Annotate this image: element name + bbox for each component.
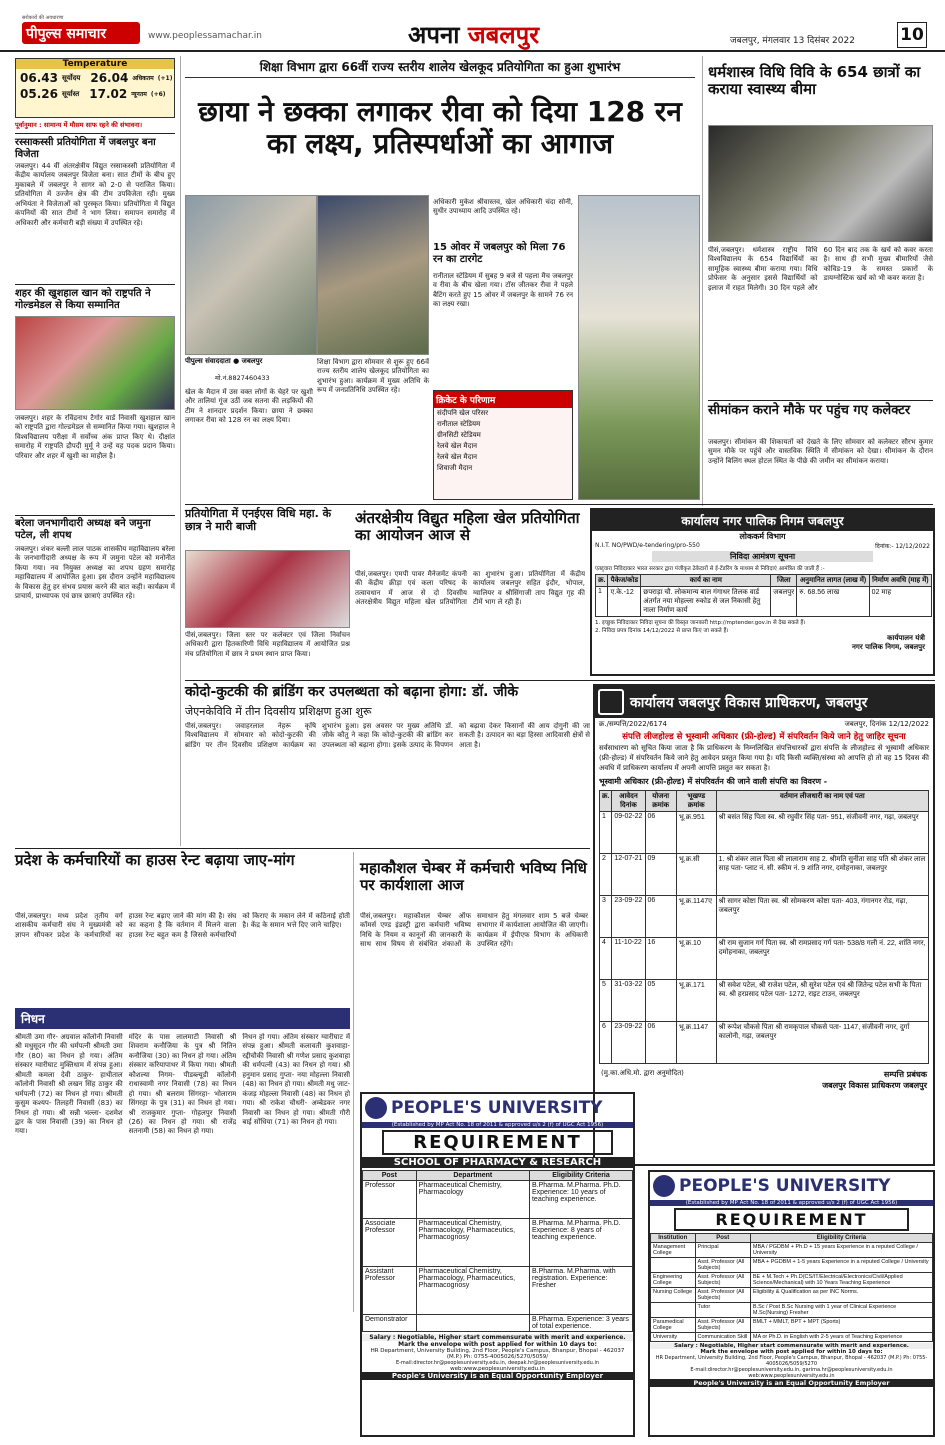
ad2-equal-opportunity: People's University is an Equal Opportunity Employer [650, 1379, 933, 1387]
weather-forecast: पूर्वानुमान : सामान्य में मौसम साफ रहने की संभावना। [15, 121, 143, 129]
headline-collector: सीमांकन कराने मौके पर पहुंच गए कलेक्टर [708, 403, 911, 418]
notice1-intro: एतद्द्वारा निविदाकार भारत सरकार द्वारा पंजीकृत ठेकेदारों से ई-टेंडरिंग के माध्यम से निविदाएं आमंत्रित की जाती हैं :- [595, 566, 825, 572]
ad1-uni: PEOPLE'S UNIVERSITY [391, 1098, 603, 1118]
brand-name: पीपुल्स समाचार [26, 26, 107, 42]
notice2-sign: सम्पत्ति प्रबंधक [883, 1070, 927, 1080]
weather-row-2: 05.26 सूर्यास्त 17.02 न्यूनतम (+6) [20, 87, 166, 101]
ad1-est: (Established by MP Act No. 18 of 2011 & approved u/s 2 (f) of UGC Act 1956) [362, 1122, 633, 1128]
ad2-web[interactable]: web:www.peoplesuniversity.edu.in [748, 1373, 835, 1379]
obituary-title: निधन [15, 1008, 350, 1029]
table-row: Asst. Professor (All Subjects) MBA + PGDBM + 1-5 years Experience in a reputed College / University [651, 1258, 933, 1273]
notice-jda [593, 684, 935, 1166]
section-prefix: अपना [408, 21, 460, 49]
notice-nagar-nigam [590, 508, 935, 676]
obituary-col-2: मंदिर के पास लालमाटी निवासी श्री शिवराम कनौजिया के पुत्र श्री नितिन कनौजिया (30) का निधन हो गया। अंतिम संस्कार करियापाथर में किया गया। श्रीमती कौशल्या निगम- पीडब्ल्यूडी कॉलोनी राधास्वामी नगर निवासी (78) का निधन हो गया। श्री बलराम सिंगरहा- भोलाराम सिंगरहा के पुत्र (31) का निधन हो गया। श्री राजकुमार गुप्ता- गोहलपुर निवासी (26) का निधन हो गया। श्री राजेंद्र सतनामी (58) का निधन हो गया। [128, 1033, 237, 1136]
story-chamber: पीसं,जबलपुर। महाकौशल चेम्बर ऑफ कॉमर्स एण्ड इंडस्ट्री द्वारा कर्मचारी भविष्य निधि के नियम व कानूनों की जानकारी के साथ साथ विषय से संबंधित शंकाओं के समाधान हेतु मंगलवार शाम 5 बजे चेम्बर सभागार में कार्यशाला आयोजित की जाएगी। कार्यक्रम में ईपीएफ विभाग के अधिकारी उपस्थित रहेंगे। [360, 912, 588, 949]
notice1-foot-1: 1. इच्छुक निविदाकार निविदा सूचना की विस्तृत जानकारी http://mptender.gov.in से देख सकते हैं। [595, 620, 806, 626]
ad1-salary: Salary : Negotiable, Higher start commensurate with merit and experience. [362, 1334, 633, 1341]
obituary-col-1: श्रीमती उमा गौर- अग्रवाल कॉलोनी निवासी श्री मधुसूदन गौर की धर्मपत्नी श्रीमती उमा गौर (80) का निधन हो गया। अंतिम संस्कार ग्वारीघाट मुक्तिधाम में संपन्न हुआ। श्रीमती कमला देवी ठाकुर- हाथीताल कॉलोनी निवासी श्री लखन सिंह ठाकुर की धर्मपत्नी (72) का निधन हो गया। श्रीमती कुसुम कश्यप- तिलहरी निवासी (83) का निधन हो गया। श्री सन्नी भल्ला- दशमेश द्वार के पास निवासी (39) का निधन हो गया। [15, 1033, 123, 1136]
brand-tag: सरोकारों की अवधारणा [22, 15, 64, 21]
ad1-table: Post Department Eligibility Criteria Professor Pharmaceutical Chemistry, Pharmacology B.Pharma. M.Pharma. Ph.D. Experience: 10 years of teaching experience. Associate Professor Pharmaceutical Chemistry, Pharmacology, Pharmaceutics, Pharmacognosy B.Pharma. M.Pharma. Ph.D. Experience: 8 years of teaching experience. Assistant Professor Pharmaceutical Chemistry, Pharmacology, Pharmaceutics, Pharmacognosy B.Pharma. M.Pharma. with registration. Experience: Fresher Demonstrator B.Pharma. Experience: 3 years of total experience. [362, 1170, 633, 1332]
headline-jamuna-patel: बरेला जनभागीदारी अध्यक्ष बने जमुना पटेल, ली शपथ [15, 518, 151, 541]
notice1-subtitle: निविदा आमंत्रण सूचना [652, 551, 873, 562]
table-row: 1 09-02-22 06 भू.क्र.951 श्री बसंत सिंह पिता स्व. श्री रघुवीर सिंह पता- 951, संजीवनी नगर, गढ़ा, जबलपुर [600, 812, 929, 854]
ad1-requirement: REQUIREMENT [382, 1130, 613, 1155]
notice1-sign-2: नगर पालिक निगम, जबलपुर [852, 643, 925, 651]
page-number: 10 [897, 22, 927, 48]
notice2-note: (मु.का.अधि.मो. द्वारा अनुमोदित) [601, 1069, 684, 1078]
photo-team [317, 195, 429, 355]
story-kodo-kutki: पीसं,जबलपुर। जवाहरलाल नेहरू कृषि विश्वविद्यालय में सोमवार को कोदो-कुटकी की ब्रांडिंग पर तीन दिवसीय प्रशिक्षण कार्यक्रम का शुभारंभ हुआ। इस अवसर पर मुख्य अतिथि डॉ. जीके कौतु ने कहा कि कोदो-कुटकी की ब्रांडिंग कर उपलब्धता को बढ़ाना होगा। इसके उत्पाद के विपणन को बढ़ावा देकर किसानों की आय दोगुनी की जा सकती है। उत्पादन का बड़ा हिस्सा आदिवासी क्षेत्रों से आता है। [185, 722, 590, 749]
headline-tugofwar: रस्साकस्सी प्रतियोगिता में जबलपुर बना विजेता [15, 137, 156, 160]
obituary-section [15, 1008, 350, 1308]
notice2-sign-2: जबलपुर विकास प्राधिकरण जबलपुर [822, 1081, 927, 1091]
ad1-equal-opportunity: People's University is an Equal Opportunity Employer [362, 1372, 633, 1380]
ad2-email[interactable]: E-mail:director.hr@peoplesuniversity.edu.in, garima.hr@peoplesuniversity.edu.in [690, 1367, 893, 1373]
cricket-result-2: रानीताल स्टेडियम [437, 420, 481, 428]
cricket-result-4: रेलवे खेल मैदान [437, 442, 478, 450]
story-house-rent: पीसं,जबलपुर। मध्य प्रदेश तृतीय वर्ग शासकीय कर्मचारी संघ ने मुख्यमंत्री को ज्ञापन सौंपकर प्रदेश के कर्मचारियों का हाउस रेन्ट बढ़ाए जाने की मांग की है। संघ का कहना है कि वर्तमान में मिलने वाला हाउस रेन्ट बहुत कम है जिससे कर्मचारियों को किराए के मकान लेने में कठिनाई होती है। केंद्र के समान भत्ते दिए जाने चाहिए। [15, 912, 350, 939]
story-insurance: पीसं,जबलपुर। धर्मशास्त्र राष्ट्रीय विधि विश्वविद्यालय के 654 विद्यार्थियों का सामूहिक स्वास्थ्य बीमा कराया गया। विधि प्रोफेसर के अनुसार इससे विद्यार्थियों को इलाज में राहत मिलेगी। 30 दिन पहले और 60 दिन बाद तक के खर्च को कवर करता है। साथ ही सभी मुख्य बीमारियों जैसे कोविड-19 के समस्त प्रकारों के डायग्नोस्टिक खर्च को भी कवर करता है। [708, 246, 933, 292]
masthead [0, 0, 945, 52]
issue-date: जबलपुर, मंगलवार 13 दिसंबर 2022 [730, 36, 855, 46]
table-row: 3 23-09-22 06 भू.क्र.1147ए श्री सागर कोष्टा पिता स्व. श्री सोमकरण कोष्टा पता- 403, गंगानगर रोड, गढ़ा, जबलपुर [600, 896, 929, 938]
headline-kodo-kutki: कोदो-कुटकी की ब्रांडिंग कर उपलब्धता को बढ़ाना होगा: डॉ. जीके [185, 684, 519, 700]
weather-title: Temperature [16, 59, 174, 69]
notice2-subtitle: संपत्ति लीजहोल्ड से भूस्वामी अधिकार (फ्री-होल्ड) में संपरिवर्तन किये जाने हेतु जाहिर सूचना [622, 732, 906, 742]
ad2-uni: PEOPLE'S UNIVERSITY [679, 1176, 891, 1196]
ad1-web[interactable]: web:www.peoplesuniversity.edu.in [450, 1366, 545, 1372]
section-city: जबलपुर [467, 21, 540, 49]
university-logo-icon [365, 1097, 387, 1119]
notice1-date: दिनांक:- 12/12/2022 [875, 543, 930, 550]
ad1-address: HR Department, University Building, 2nd Floor, People's Campus, Bhanpur, Bhopal - 462037 (M.P.) Ph: 0755-4005026/5270/5059/ [370, 1348, 625, 1360]
table-row: 2 12-07-21 09 भू.क्र.सी 1. श्री शंकर लाल पिता श्री लालाराम साह 2. श्रीमति सुनीता साह पति श्री शंकर लाल साह पता- प्लाट नं. सी. स्कीम नं. 9 शांति नगर, दमोहनाका, जबलपुर [600, 854, 929, 896]
notice1-sign: कार्यपालन यंत्री [887, 634, 925, 642]
notice2-title: कार्यालय जबलपुर विकास प्राधिकरण, जबलपुर [630, 694, 868, 711]
ad2-requirement: REQUIREMENT [674, 1208, 909, 1231]
story-chhaya-3: अधिकारी मुकेश श्रीवास्तव, खेल अधिकारी चंदा सोनी, सुधीर उपाध्याय आदि उपस्थित रहे। [433, 198, 573, 216]
table-row: Demonstrator B.Pharma. Experience: 3 years of total experience. [363, 1315, 633, 1332]
reporter-mobile: मो.नं.8827460433 [215, 374, 270, 382]
section-title [408, 18, 539, 51]
story-women-sports: पीसं,जबलपुर। एमपी पावर मैनेजमेंट कंपनी की केंद्रीय क्रीड़ा एवं कला परिषद के तत्वावधान में आज से दो दिवसीय अंतरक्षेत्रीय विद्युत महिला खेल प्रतियोगिता का शुभारंभ हुआ। प्रतियोगिता में केंद्रीय कार्यालय जबलपुर सहित इंदौर, भोपाल, ग्वालियर व श्रीसिंगाजी ताप विद्युत गृह की टीमें भाग ले रही हैं। [355, 570, 585, 607]
website[interactable]: www.peoplessamachar.in [148, 31, 262, 41]
cricket-results-title: क्रिकेट के परिणाम [434, 391, 572, 408]
notice1-title: कार्यालय नगर पालिक निगम जबलपुर [592, 510, 933, 531]
headline-law-college: प्रतियोगिता में एनईएस विधि महा. के छात्र ने मारी बाजी [185, 507, 332, 533]
notice1-foot-2: 2. निविदा प्रपत्र दिनांक 14/12/2022 से प्राप्त किए जा सकते हैं। [595, 628, 729, 634]
cricket-results-box [433, 390, 573, 500]
photo-inauguration [185, 195, 317, 355]
table-row: Tutor B.Sc / Post B.Sc Nursing with 1 year of Clinical Experience M.Sc(Nursing) Fresher [651, 1303, 933, 1318]
weather-row-1: 06.43 सूर्योदय 26.04 अधिकतम (+1) [20, 71, 173, 85]
table-row: Nursing College Asst. Professor (All Subjects) Eligibility & Qualification as per INC Norms. [651, 1288, 933, 1303]
table-row: University Communication Skill MA or Ph.D. in English with 2-5 years of Teaching Experience [651, 1333, 933, 1342]
table-row: Engineering College Asst. Professor (All Subjects) BE + M.Tech + Ph.D(CS/IT/Electrical/Electronics/Civil/Applied Science/Mechanical) with 10 Years Teaching Experience [651, 1273, 933, 1288]
ad1-school: SCHOOL OF PHARMACY & RESEARCH [362, 1157, 633, 1168]
weather-box [15, 58, 175, 118]
headline-women-sports: अंतरक्षेत्रीय विद्युत महिला खेल प्रतियोगिता का आयोजन आज से [355, 509, 580, 545]
photo-caption: पीपुल्स संवाददाता ● जबलपुर [185, 357, 263, 365]
subhead-jabalpur-target: 15 ओवर में जबलपुर को मिला 76 रन का टारगेट [433, 242, 566, 265]
photo-students [708, 125, 933, 242]
ad2-est: (Established by MP Act No. 18 of 2011 & approved u/s 2 (f) of UGC Act 1956) [650, 1200, 933, 1206]
ad1-mark: Mark the envelope with post applied for within 10 days to: [398, 1341, 597, 1348]
story-gold-medal: जबलपुर। शहर के रविंद्रनाथ टैगोर वार्ड निवासी खुशहाल खान को राष्ट्रपति द्वारा गोल्डमेडल से सम्मानित किया गया। खुशहाल ने विश्वविद्यालय परीक्षा में सर्वोच्च अंक प्राप्त किए थे। दीक्षांत समारोह में राष्ट्रपति द्रौपदी मुर्मू ने उन्हें यह पदक प्रदान किया। परिवार और शहर में खुशी का माहौल है। [15, 414, 175, 460]
cricket-result-1: संदीपनि खेल परिसर [437, 409, 489, 417]
table-row: Paramedical College Asst. Professor (All Subjects) BMLT + MMLT, BPT + MPT (Sports) [651, 1318, 933, 1333]
jda-emblem-icon [598, 689, 624, 715]
table-row: 4 11-10-22 16 भू.क्र.10 श्री राम सुजान गर्ग पिता स्व. श्री रामप्रसाद गर्ग पता- 538/8 गली नं. 22, शांति नगर, दमोहनाका, जबलपुर [600, 938, 929, 980]
cricket-result-6: शिवाजी मैदान [437, 464, 473, 472]
table-row: Management College Principal MBA / PGDBM + Ph.D + 15 years Experience in a reputed College / University [651, 1243, 933, 1258]
cricket-result-3: ग्रीनसिटी स्टेडियम [437, 431, 481, 439]
notice1-ref: N.I.T. NO/PWD/e-tendering/pro-550 [595, 542, 700, 549]
notice2-table-title: भूस्वामी अधिकार (फ्री-होल्ड) में संपरिवर्तन की जाने वाली संपत्ति का विवरण - [599, 777, 828, 787]
table-row: 1 ए.के.-12 छपराड़ा चौ. लोकमान्य बाल गंगाधर तिलक वार्ड अंतर्गत नया मोहल्ला रुकोड से जल निकासी हेतु नाला निर्माण कार्य जबलपुर रु. 68.56 लाख 02 माह [596, 587, 932, 617]
story-collector: जबलपुर। सीमांकन की शिकायतों को देखते के लिए सोमवार को कलेक्टर सौरभ कुमार सुमन मौके पर पहुंचे और वास्तविक स्थिति में सीमांकन को देखा। सीमांकन के दौरान उन्होंने बिलिंग स्थल होटल स्थित के पीछे की जमीन का सीमांकन कराया। [708, 438, 933, 465]
notice2-intro: सर्वसाधारण को सूचित किया जाता है कि प्राधिकरण के निम्नलिखित संपत्तिधारकों द्वारा संपत्ति के लीजहोल्ड से भूस्वामी अधिकार (फ्री-होल्ड) में संपरिवर्तन किये जाने हेतु आवेदन प्रस्तुत किया गया है। यदि किसी व्यक्ति/संस्था को आपत्ति हो तो वह 15 दिवस की अवधि में प्राधिकरण कार्यालय में अपनी आपत्ति प्रस्तुत कर सकता है। [599, 744, 929, 772]
headline-chamber: महाकौशल चेम्बर में कर्मचारी भविष्य निधि पर कार्यशाला आज [360, 859, 587, 895]
story-law-college: पीसं,जबलपुर। जिला स्तर पर कलेक्टर एवं जिला निर्वाचन अधिकारी द्वारा हितकारिणी विधि महाविद्यालय में आयोजित प्रश्न मंच प्रतियोगिता में छात्र ने प्रथम स्थान प्राप्त किया। [185, 631, 350, 658]
ad2-salary: Salary : Negotiable, Higher start commensurate with merit and experience. [650, 1343, 933, 1349]
ad-pharmacy [360, 1092, 635, 1437]
ad1-email[interactable]: E-mail:director.hr@peoplesuniversity.edu.in, deepak.hr@peoplesuniversity.edu.in [395, 1360, 600, 1366]
ad2-mark: Mark the envelope with post applied for within 10 days to: [700, 1349, 883, 1355]
obituary-col-3: निधन हो गया। अंतिम संस्कार ग्वारीघाट में संपन्न हुआ। श्रीमती कलावती कुशवाहा- रद्दीचौकी निवासी श्री गणेश प्रसाद कुशवाहा की धर्मपत्नी (43) का निधन हो गया। श्री हनुमान प्रसाद गुप्ता- नया मोहल्ला निवासी (48) का निधन हो गया। श्रीमती मधु जाट- कंजड़ मोहल्ला निवासी (48) का निधन हो गया। श्री राकेश चौधरी- अम्बेडकर नगर निवासी का निधन हो गया। श्रीमती गौरी बाई सोंधिया (71) का निधन हो गया। [242, 1033, 351, 1126]
headline-gold-medal: शहर की खुशहाल खान को राष्ट्रपति ने गोल्डमेडल से किया सम्मानित [15, 288, 151, 311]
cricket-result-5: रेलवे खेल मैदान [437, 453, 478, 461]
notice1-table: क्र. पैकेज/कोड कार्य का नाम जिला अनुमानित लागत (लाख में) निर्माण अवधि (माह में) 1 ए.के.-12 छपराड़ा चौ. लोकमान्य बाल गंगाधर तिलक वार्ड अंतर्गत नया मोहल्ला रुकोड से जल निकासी हेतु नाला निर्माण कार्य जबलपुर रु. 68.56 लाख 02 माह [595, 574, 932, 617]
photo-law-college [185, 550, 350, 628]
ad-university [648, 1170, 935, 1437]
headline-chhaya: छाया ने छक्का लगाकर रीवा को दिया 128 रन का लक्ष्य, प्रतिस्पर्धाओं का आगाज [198, 95, 682, 161]
notice2-table: क्र. आवेदन दिनांक योजना क्रमांक भूखण्ड क्रमांक वर्तमान लीजधारी का नाम एवं पता 1 09-02-22 06 भू.क्र.951 श्री बसंत सिंह पिता स्व. श्री रघुवीर सिंह पता- 951, संजीवनी नगर, गढ़ा, जबलपुर 2 12-07-21 09 भू.क्र.सी 1. श्री शंकर लाल पिता श्री लालाराम साह 2. श्रीमति सुनीता साह पति श्री शंकर लाल साह पता- प्लाट नं. सी. स्कीम नं. 9 शांति नगर, दमोहनाका, जबलपुर 3 23-09-22 06 भू.क्र.1147ए श्री सागर कोष्टा पिता स्व. श्री सोमकरण कोष्टा पता- 403, गंगानगर रोड, गढ़ा, जबलपुर 4 11-10-22 16 भू.क्र.10 श्री राम सुजान गर्ग पिता स्व. श्री रामप्रसाद गर्ग पता- 538/8 गली नं. 22, शांति नगर, दमोहनाका, जबलपुर 5 31-03-22 05 भू.क्र.171 श्री सवेश पटेल, श्री राजेश पटेल, श्री सुरेश पटेल एवं श्री जितेन्द्र पटेल सभी के पिता स्व. श्री हरप्रसाद पटेल पता- 1272, राइट टाउन, जबलपुर 6 23-09-22 06 भू.क्र.1147 श्री रूपेश चौकसे पिता श्री रामकृपाल चौकसे पता- 1147, संजीवनी नगर, दुर्गा कालोनी, गढ़ा, जबलपुर [599, 790, 929, 1064]
headline-house-rent: प्रदेश के कर्मचारियों का हाउस रेन्ट बढ़ाया जाए-मांग [15, 851, 295, 869]
notice2-ref: क्र./सम्पत्ति/2022/6174 [599, 720, 667, 728]
story-chhaya-4: रानीताल स्टेडियम में सुबह 9 बजे से पहला मैच जबलपुर व रीवा के बीच खेला गया। टॉस जीतकर रीवा ने पहले बैटिंग करते हुए 15 ओवर में जबलपुर के सामने 76 रन का लक्ष्य रखा। [433, 272, 573, 309]
ad2-address: HR Department, University Building, 2nd Floor, People's Campus, Bhanpur, Bhopal - 462037 (M.P.) Ph: 0755-4005026/5059/5270 [655, 1355, 928, 1367]
story-chhaya-2: शिक्षा विभाग द्वारा सोमवार से शुरू हुए 66वें राज्य स्तरीय शालेय खेलकूद प्रतियोगिता का शुभारंभ हुआ। कार्यक्रम में मुख्य अतिथि के रूप में जनप्रतिनिधि उपस्थित रहे। [317, 358, 429, 395]
notice1-dept: लोककर्म विभाग [739, 532, 786, 541]
story-tugofwar: जबलपुर। 44 वीं अंतरक्षेत्रीय विद्युत रस्साकस्सी प्रतियोगिता में केंद्रीय कार्यालय जबलपुर विजेता बना। सात टीमों के बीच हुए मुकाबले में जबलपुर ने सागर को 2-0 से पराजित किया। प्रतियोगिता में उज्जैन क्षेत्र की टीम उपविजेता रही। मुख्य अभियंता ने विजेताओं को पुरस्कृत किया। प्रतियोगिता में विद्युत कंपनियों की सात टीमों ने भाग लिया। समापन समारोह में अधिकारी और कर्मचारी बड़ी संख्या में उपस्थित रहे। [15, 162, 175, 227]
photo-batsman [578, 195, 700, 500]
ad2-table: Institution Post Eligibility Criteria Management College Principal MBA / PGDBM + Ph.D + 15 years Experience in a reputed College / University Asst. Professor (All Subjects) MBA + PGDBM + 1-5 years Experience in a reputed College / University Engineering College Asst. Professor (All Subjects) BE + M.Tech + Ph.D(CS/IT/Electrical/Electronics/Civil/Applied Science/Mechanical) with 10 Years Teaching Experience Nursing College Asst. Professor (All Subjects) Eligibility & Qualification as per INC Norms. Tutor B.Sc / Post B.Sc Nursing with 1 year of Clinical Experience M.Sc(Nursing) Fresher Paramedical College Asst. Professor (All Subjects) BMLT + MMLT, BPT + MPT (Sports) University Communication Skill MA or Ph.D. in English with 2-5 years of Teaching Experience [650, 1233, 933, 1342]
story-chhaya-1: खेल के मैदान में उस वक्त लोगों के चेहरे पर खुशी और तालियां गूंज उठीं जब सतना की लड़कियों की टीम ने शानदार प्रदर्शन किया। छाया ने छक्का लगाकर रीवा को 128 रन का लक्ष्य दिया। [185, 388, 313, 425]
story-jamuna-patel: जबलपुर। शंकर बल्ली लाल पाठक शासकीय महाविद्यालय बरेला के जनभागीदारी अध्यक्ष के रूप में जमुना पटेल को मनोनीत किया गया। नव नियुक्त अध्यक्ष का शपथ ग्रहण समारोह महाविद्यालय में आयोजित हुआ। इस दौरान उन्होंने महाविद्यालय के विकास हेतु हर संभव प्रयास करने की बात कही। कार्यक्रम में प्राचार्य, प्राध्यापक एवं छात्र छात्राएं उपस्थित रहे। [15, 545, 175, 601]
table-row: Associate Professor Pharmaceutical Chemistry, Pharmacology, Pharmaceutics, Pharmacognosy B.Pharma. M.Pharma. Ph.D. Experience: 8 years of teaching experience. [363, 1219, 633, 1267]
photo-gold-medal [15, 316, 175, 410]
table-row: Professor Pharmaceutical Chemistry, Pharmacology B.Pharma. M.Pharma. Ph.D. Experience: 10 years of teaching experience. [363, 1181, 633, 1219]
notice2-date: जबलपुर, दिनांक 12/12/2022 [844, 720, 929, 728]
table-row: Assistant Professor Pharmaceutical Chemistry, Pharmacology, Pharmaceutics, Pharmacognosy B.Pharma. M.Pharma. with registration. Experience: Fresher [363, 1267, 633, 1315]
university-logo-icon [653, 1175, 675, 1197]
table-row: 5 31-03-22 05 भू.क्र.171 श्री सवेश पटेल, श्री राजेश पटेल, श्री सुरेश पटेल एवं श्री जितेन्द्र पटेल सभी के पिता स्व. श्री हरप्रसाद पटेल पता- 1272, राइट टाउन, जबलपुर [600, 980, 929, 1022]
kicker-sports: शिक्षा विभाग द्वारा 66वीं राज्य स्तरीय शालेय खेलकूद प्रतियोगिता का हुआ शुभारंभ [185, 58, 695, 78]
table-row: 6 23-09-22 06 भू.क्र.1147 श्री रूपेश चौकसे पिता श्री रामकृपाल चौकसे पता- 1147, संजीवनी नगर, दुर्गा कालोनी, गढ़ा, जबलपुर [600, 1022, 929, 1064]
subhead-kodo-kutki: जेएनकेविवि में तीन दिवसीय प्रशिक्षण हुआ शुरू [185, 705, 372, 718]
headline-insurance: धर्मशास्त्र विधि विवि के 654 छात्रों का कराया स्वास्थ्य बीमा [708, 63, 921, 99]
